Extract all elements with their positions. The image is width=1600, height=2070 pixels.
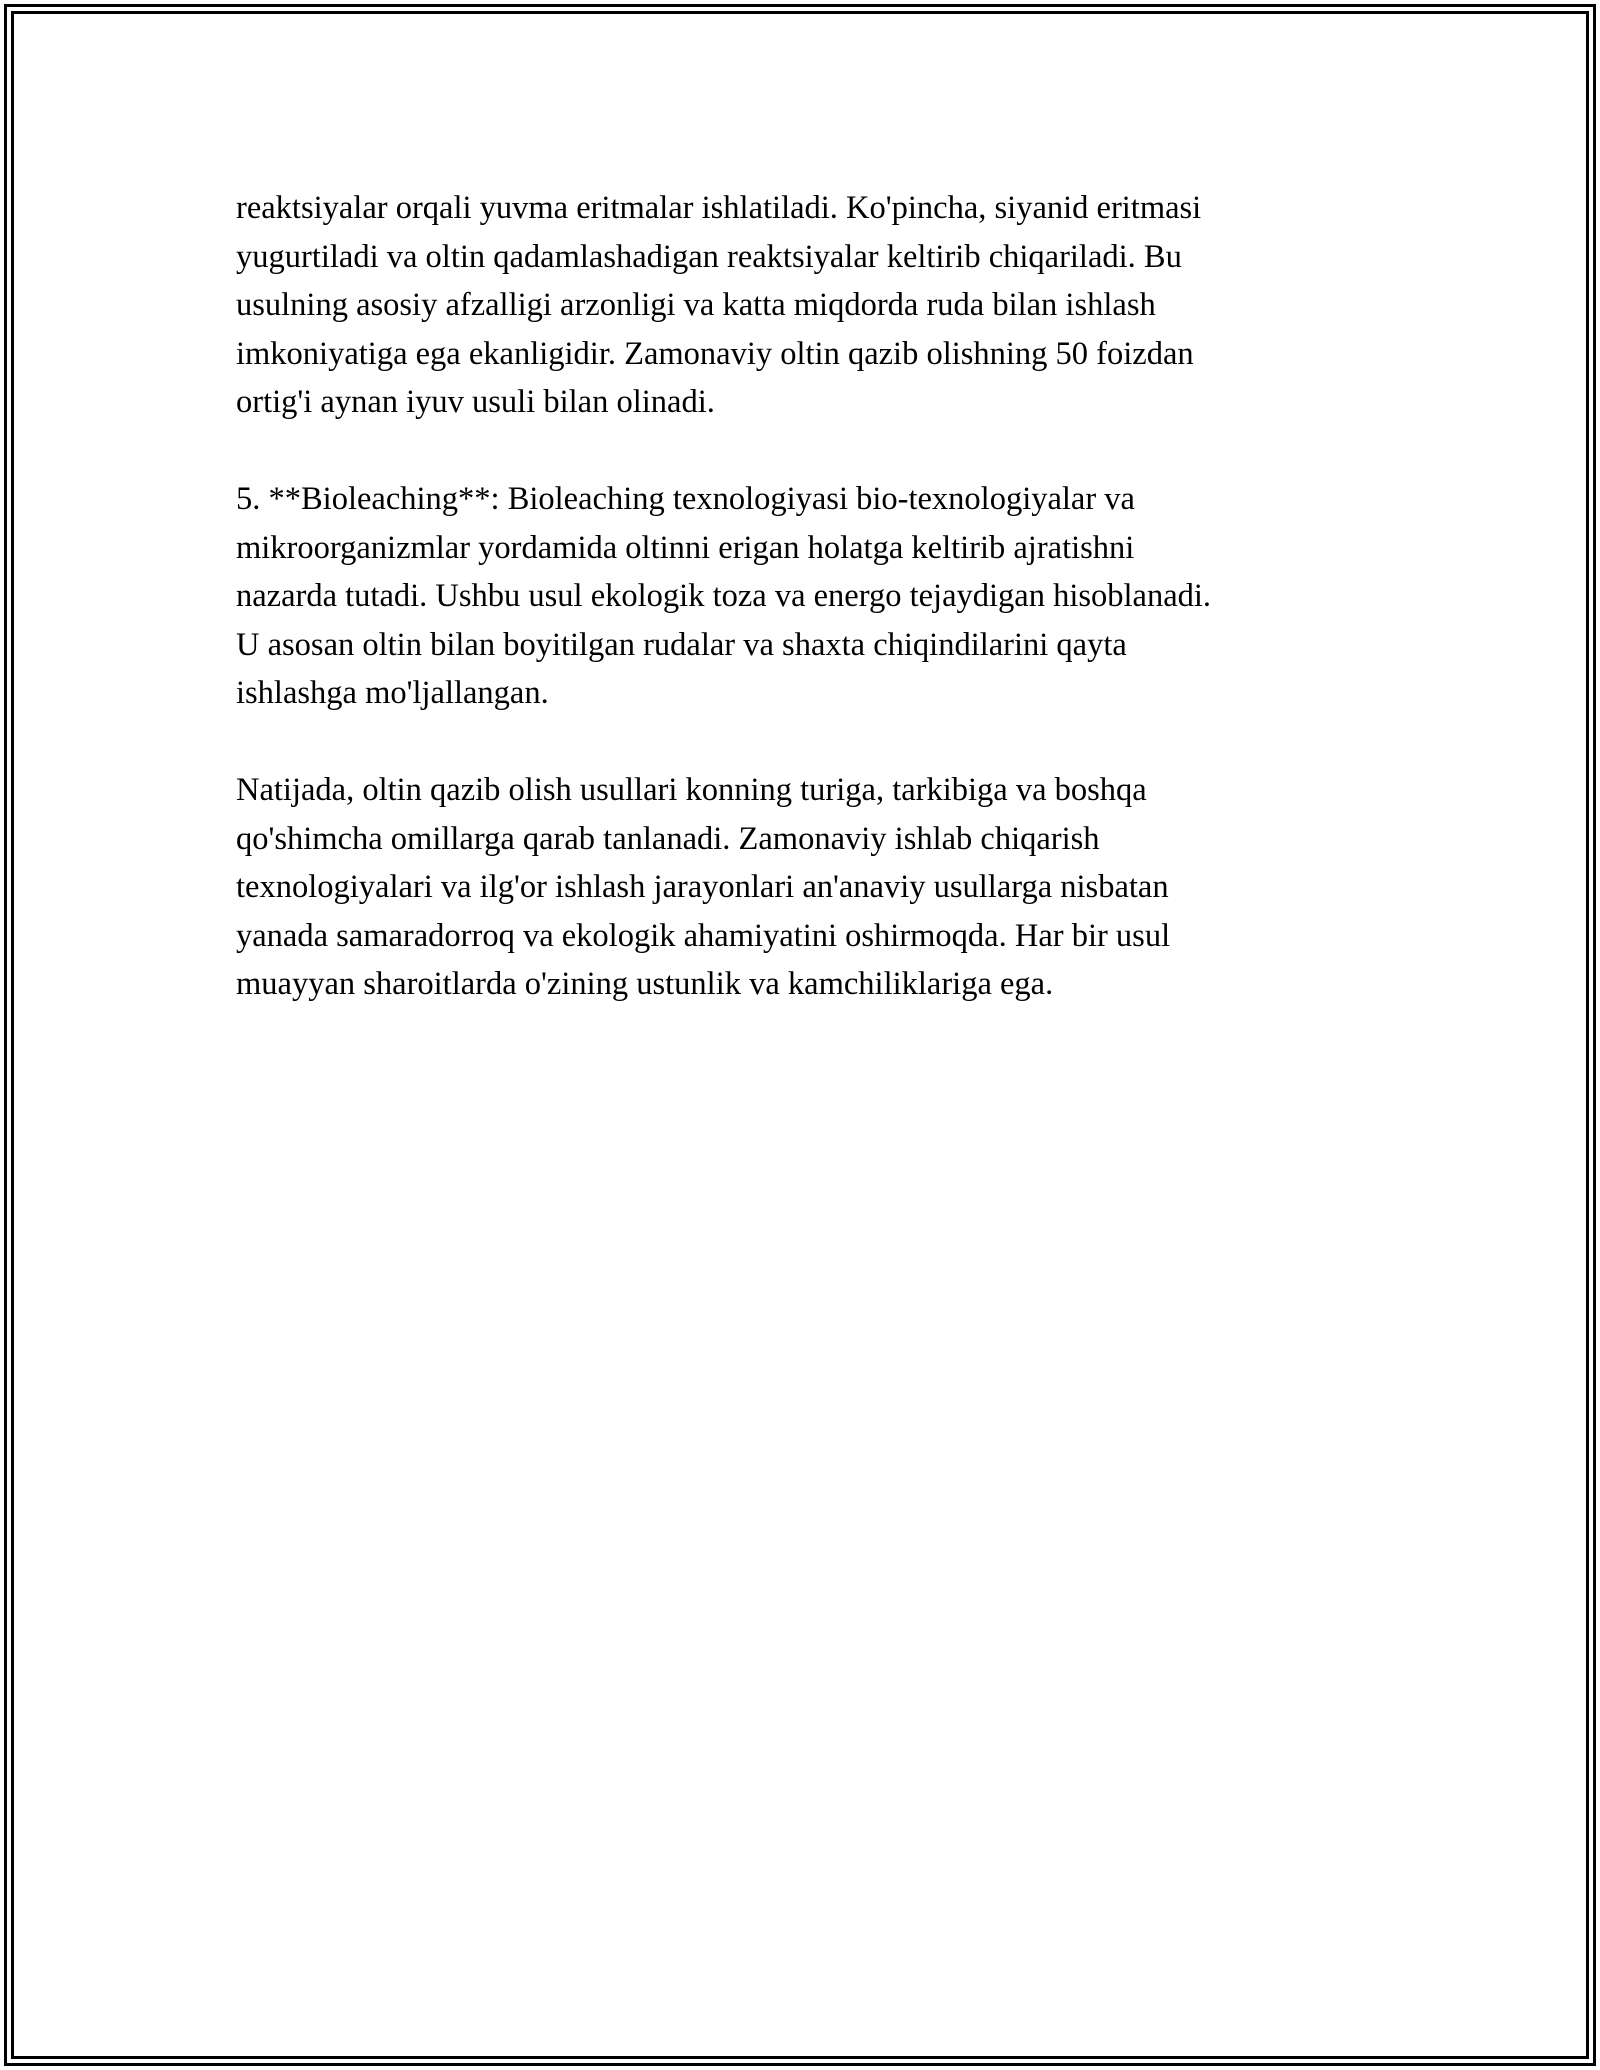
paragraph-conclusion bbox=[236, 766, 1356, 1009]
text-line: texnologiyalari va ilg'or ishlash jarayonlari an'anaviy usullarga nisbatan bbox=[236, 869, 1169, 905]
text-line: mikroorganizmlar yordamida oltinni erigan holatga keltirib ajratishni bbox=[236, 529, 1135, 566]
paragraph-bioleaching bbox=[236, 475, 1356, 718]
text-line: muayyan sharoitlarda o'zining ustunlik va kamchiliklariga ega. bbox=[236, 966, 1054, 1002]
paragraph-leaching-continued bbox=[236, 184, 1356, 427]
document-body bbox=[236, 184, 1356, 1009]
text-line: Natijada, oltin qazib olish usullari konning turiga, tarkibiga va boshqa bbox=[236, 772, 1147, 808]
text-line: 5. **Bioleaching**: Bioleaching texnologiyasi bio-texnologiyalar va bbox=[236, 481, 1135, 517]
text-line: U asosan oltin bilan boyitilgan rudalar va shaxta chiqindilarini qayta bbox=[236, 626, 1127, 663]
text-line: ortig'i aynan iyuv usuli bilan olinadi. bbox=[236, 384, 715, 420]
text-line: reaktsiyalar orqali yuvma eritmalar ishlatiladi. Ko'pincha, siyanid eritmasi bbox=[236, 190, 1202, 226]
text-line: yugurtiladi va oltin qadamlashadigan reaktsiyalar keltirib chiqariladi. Bu bbox=[236, 238, 1182, 275]
text-line: qo'shimcha omillarga qarab tanlanadi. Zamonaviy ishlab chiqarish bbox=[236, 820, 1100, 857]
text-line: nazarda tutadi. Ushbu usul ekologik toza va energo tejaydigan hisoblanadi. bbox=[236, 578, 1212, 614]
text-line: yanada samaradorroq va ekologik ahamiyatini oshirmoqda. Har bir usul bbox=[236, 917, 1171, 954]
text-line: ishlashga mo'ljallangan. bbox=[236, 675, 549, 711]
text-line: usulning asosiy afzalligi arzonligi va katta miqdorda ruda bilan ishlash bbox=[236, 287, 1156, 323]
text-line: imkoniyatiga ega ekanligidir. Zamonaviy oltin qazib olishning 50 foizdan bbox=[236, 335, 1194, 372]
